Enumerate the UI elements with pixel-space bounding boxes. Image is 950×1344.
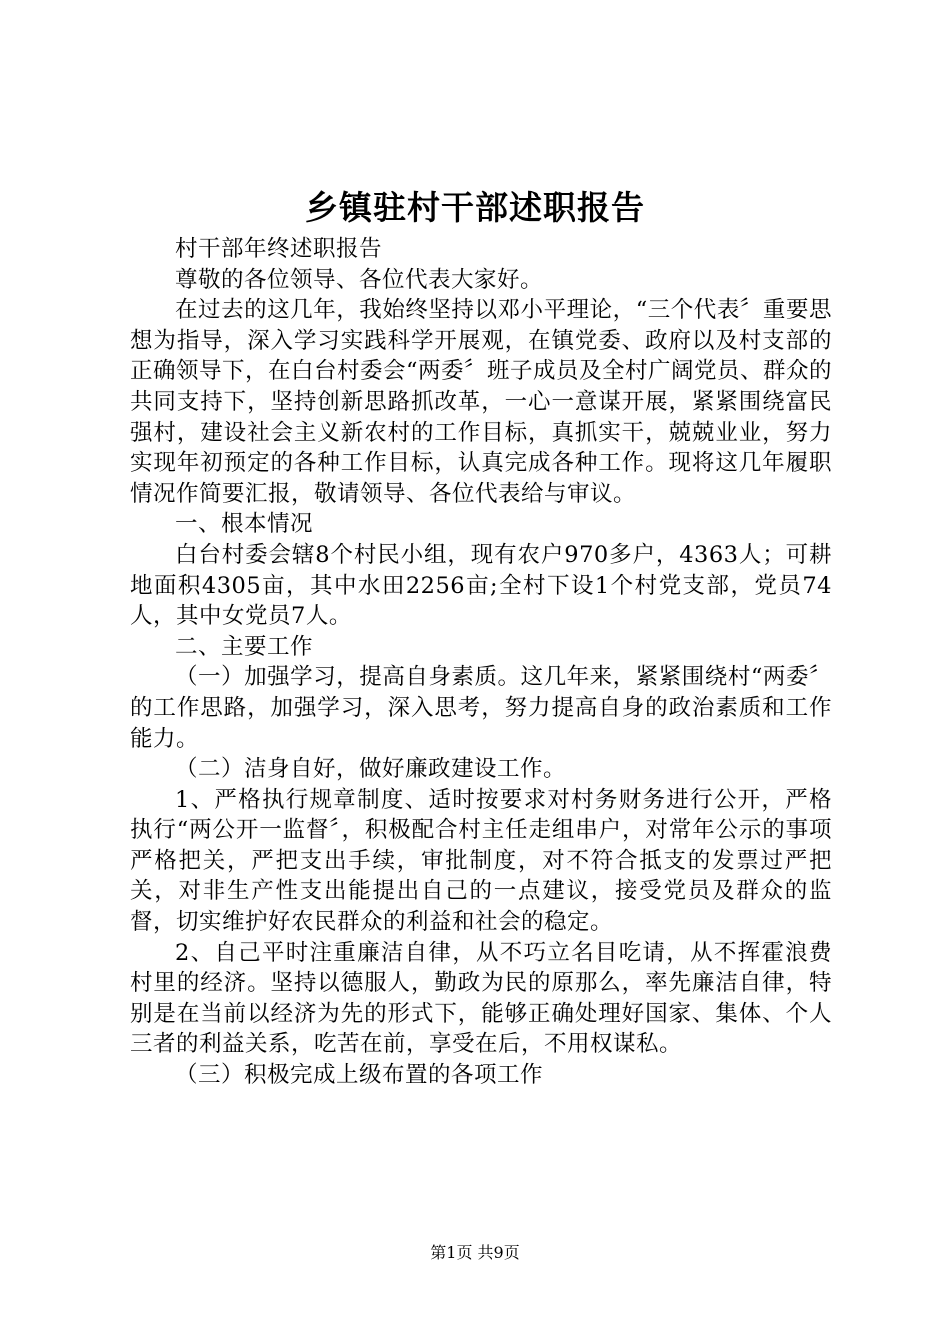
paragraph: （一）加强学习，提高自身素质。这几年来，紧紧围绕村“两委〞的工作思路，加强学习，深入思考，努力提高自身的政治素质和工作能力。 [130, 664, 832, 752]
paragraph: （三）积极完成上级布置的各项工作 [175, 1062, 544, 1089]
paragraph: 在过去的这几年，我始终坚持以邓小平理论，“三个代表〞重要思想为指导，深入学习实践科学开展观，在镇党委、政府以及村支部的正确领导下，在白台村委会“两委〞班子成员及全村广阔党员、群众的共同支持下，坚持创新思路抓改革，一心一意谋开展，紧紧围绕富民强村，建设社会主义新农村的工作目标，真抓实干，兢兢业业，努力实现年初预定的各种工作目标，认真完成各种工作。现将这几年履职情况作简要汇报，敬请领导、各位代表给与审议。 [130, 297, 833, 507]
paragraph: 白台村委会辖8个村民小组，现有农户970多户，4363人；可耕地面积4305亩，其中水田2256亩;全村下设1个村党支部，党员74人，其中女党员7人。 [130, 541, 832, 630]
paragraph: 尊敬的各位领导、各位代表大家好。 [175, 266, 544, 293]
section-heading: 一、根本情况 [175, 511, 314, 538]
page-number-footer: 第1页 共9页 [430, 1243, 520, 1262]
paragraph: 2、自己平时注重廉洁自律，从不巧立名目吃请，从不挥霍浪费村里的经济。坚持以德服人，勤政为民的原那么，率先廉洁自律，特别是在当前以经济为先的形式下，能够正确处理好国家、集体、个人三者的利益关系，吃苦在前，享受在后，不用权谋私。 [130, 939, 832, 1058]
paragraph: （二）洁身自好，做好廉政建设工作。 [175, 756, 567, 783]
document-body [130, 234, 832, 1091]
paragraph: 村干部年终述职报告 [175, 236, 383, 262]
paragraph: 1、严格执行规章制度、适时按要求对村务财务进行公开，严格执行“两公开一监督〞，积极配合村主任走组串户，对常年公示的事项严格把关，严把支出手续，审批制度，对不符合抵支的发票过严把关，对非生产性支出能提出自己的一点建议，接受党员及群众的监督，切实维护好农民群众的利益和社会的稳定。 [130, 786, 832, 936]
document-title: 乡镇驻村干部述职报告 [305, 188, 645, 227]
section-heading: 二、主要工作 [175, 633, 314, 660]
